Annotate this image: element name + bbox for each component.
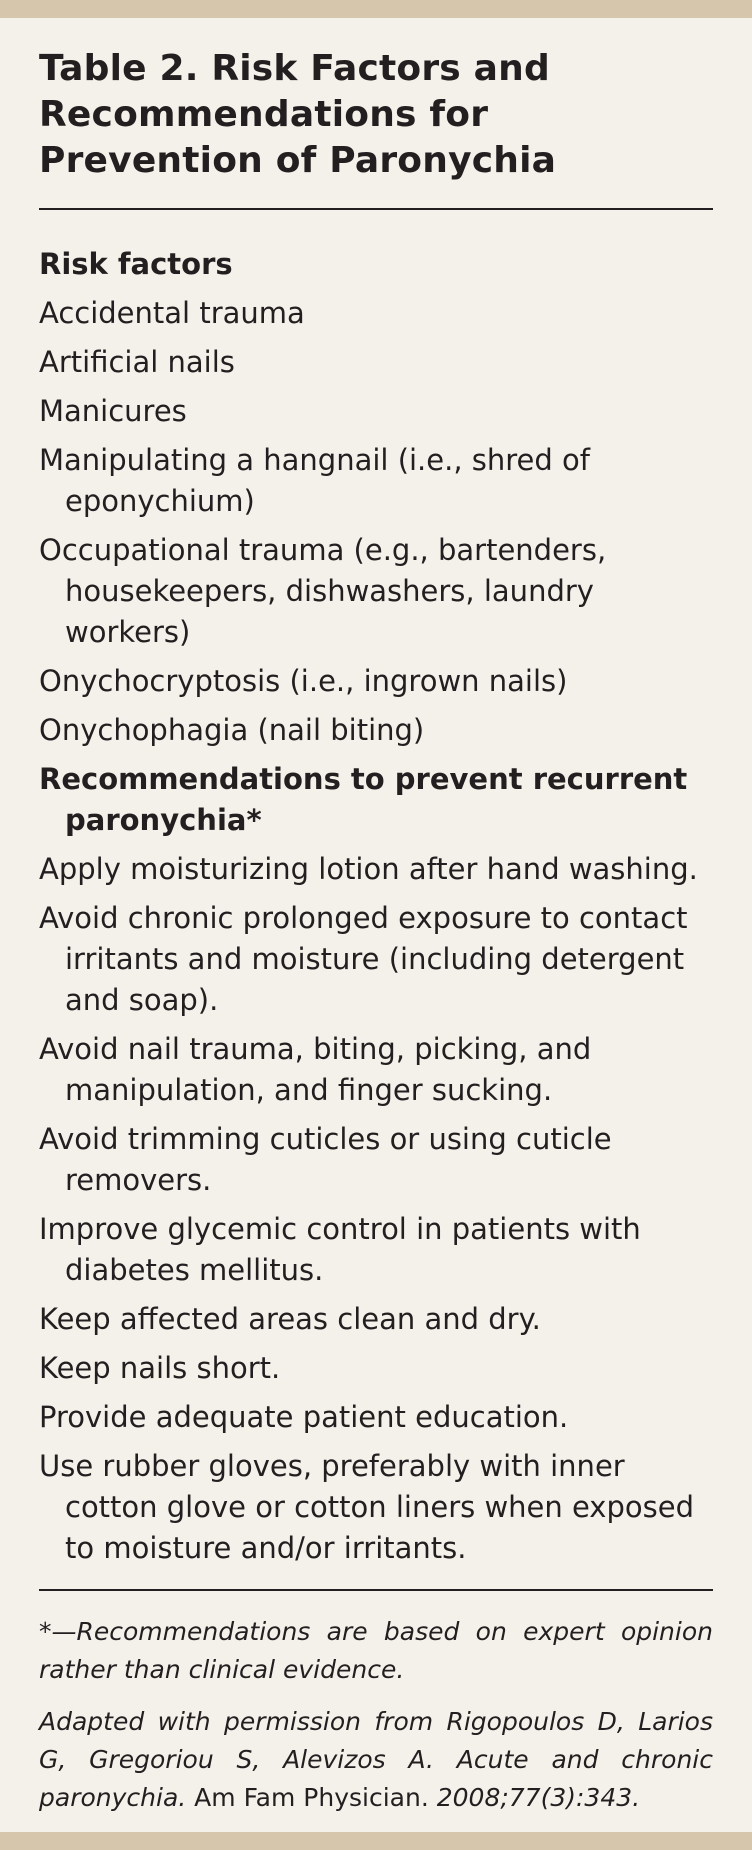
recommendation-item: Apply moisturizing lotion after hand washing. — [39, 852, 698, 886]
risk-factor-item: Occupational trauma (e.g., bartenders, housekeepers, dishwashers, laundry workers) — [39, 533, 607, 649]
source-prefix: Adapted with permission from Rigopoulos D, Larios G, Gregoriou S, Alevizos A. Acute and chronic paronychia. — [39, 1707, 713, 1812]
table-title: Table 2. Risk Factors and Recommendations for Prevention of Paronychia — [39, 48, 557, 181]
risk-factor-item: Artificial nails — [39, 345, 235, 379]
risk-factor-item: Manicures — [39, 394, 187, 428]
recommendation-item: Provide adequate patient education. — [39, 1400, 569, 1434]
recommendation-item: Keep nails short. — [39, 1351, 281, 1385]
footer-divider — [39, 1589, 713, 1591]
top-accent-bar — [0, 0, 752, 18]
risk-factor-item: Manipulating a hangnail (i.e., shred of eponychium) — [39, 443, 590, 518]
source-citation — [39, 1703, 713, 1817]
table-body — [39, 244, 713, 1569]
recommendation-item: Keep affected areas clean and dry. — [39, 1302, 541, 1336]
source-citation-detail: 2008;77(3):343. — [436, 1783, 641, 1812]
footnote: *—Recommendations are based on expert opinion rather than clinical evidence. — [39, 1617, 713, 1684]
table-panel — [39, 46, 713, 1817]
risk-factor-item: Accidental trauma — [39, 296, 305, 330]
risk-factors-heading: Risk factors — [39, 247, 233, 281]
recommendations-heading: Recommendations to prevent recurrent paronychia* — [39, 762, 688, 837]
recommendation-item: Improve glycemic control in patients with diabetes mellitus. — [39, 1212, 641, 1287]
bottom-accent-bar — [0, 1832, 752, 1850]
risk-factor-item: Onychocryptosis (i.e., ingrown nails) — [39, 664, 568, 698]
recommendation-item: Avoid nail trauma, biting, picking, and manipulation, and finger sucking. — [39, 1032, 592, 1107]
title-divider — [39, 208, 713, 210]
recommendation-item: Use rubber gloves, preferably with inner cotton glove or cotton liners when exposed to moisture and/or irritants. — [39, 1449, 694, 1565]
recommendation-item: Avoid trimming cuticles or using cuticle removers. — [39, 1122, 612, 1197]
source-journal: Am Fam Physician. — [194, 1783, 429, 1812]
recommendation-item: Avoid chronic prolonged exposure to contact irritants and moisture (including detergent and soap). — [39, 901, 688, 1017]
risk-factor-item: Onychophagia (nail biting) — [39, 713, 425, 747]
